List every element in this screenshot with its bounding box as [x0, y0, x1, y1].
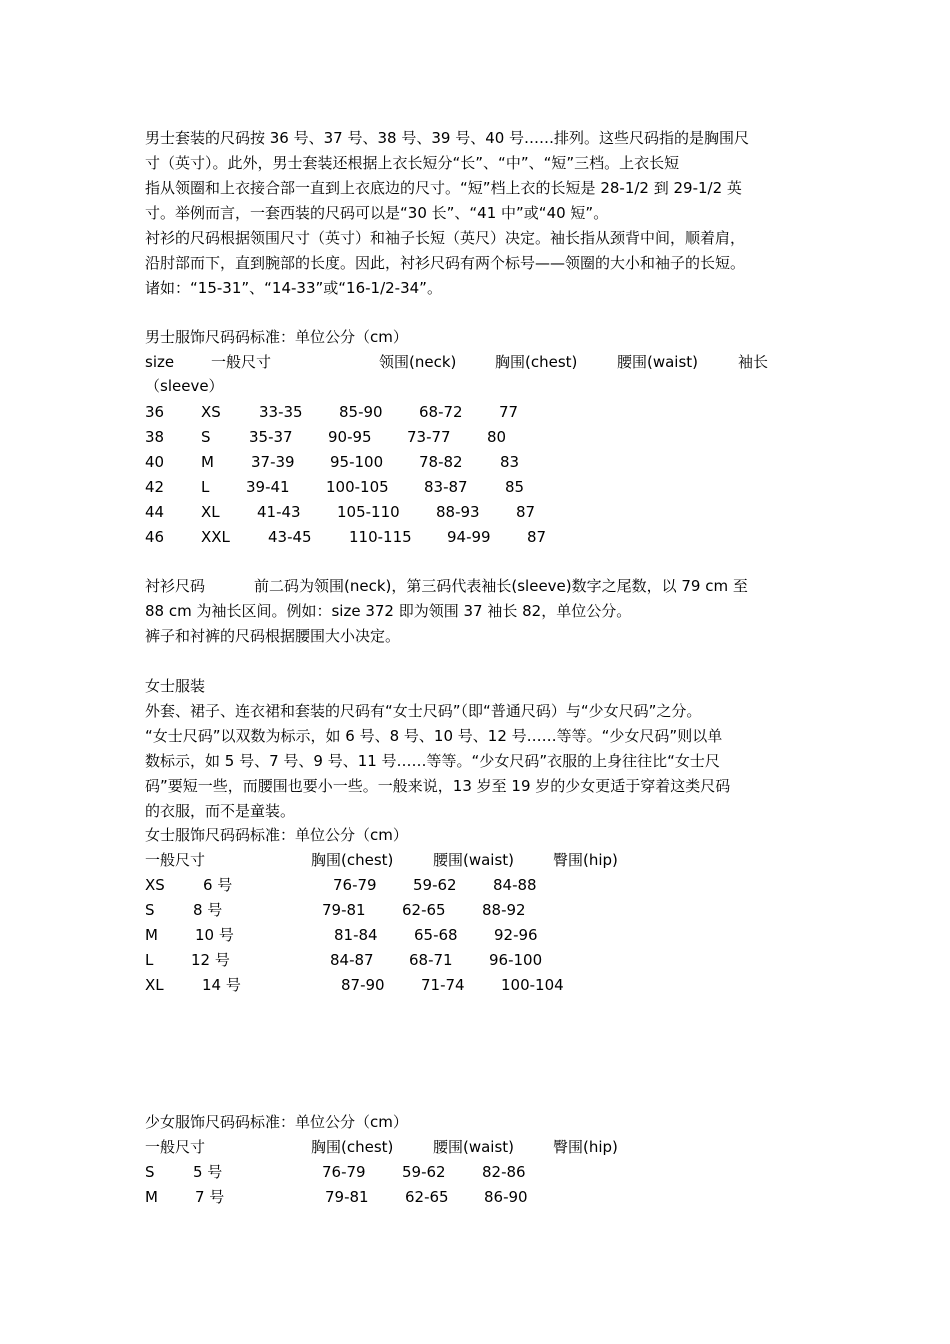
table-cell: 41-43 — [257, 503, 301, 521]
table-cell: 62-65 — [405, 1188, 449, 1206]
table-cell: 71-74 — [421, 976, 465, 994]
table-cell: XS — [201, 403, 221, 421]
table-cell: 62-65 — [402, 901, 446, 919]
table-cell: 85 — [505, 478, 525, 496]
table-cell: 85-90 — [339, 403, 383, 421]
table-cell: 38 — [145, 428, 165, 446]
shirt-notes-text: 88 cm 为袖长区间。例如：size 372 即为领围 37 袖长 82，单位公分。 — [145, 602, 632, 620]
table-cell: 7 号 — [195, 1188, 225, 1206]
table-cell: 73-77 — [407, 428, 451, 446]
table-cell: 76-79 — [322, 1163, 366, 1181]
table-cell: XL — [145, 976, 164, 994]
women-header-cell: 胸围(chest) — [311, 851, 394, 869]
table-cell: XS — [145, 876, 165, 894]
table-cell: 81-84 — [334, 926, 378, 944]
table-cell: 84-88 — [493, 876, 537, 894]
table-cell: 88-93 — [436, 503, 480, 521]
table-cell: 43-45 — [268, 528, 312, 546]
table-cell: 68-71 — [409, 951, 453, 969]
table-cell: L — [145, 951, 154, 969]
junior-header-cell: 腰围(waist) — [433, 1138, 515, 1156]
table-cell: S — [145, 901, 155, 919]
table-cell: 59-62 — [402, 1163, 446, 1181]
table-cell: M — [201, 453, 214, 471]
table-cell: 36 — [145, 403, 165, 421]
table-cell: 100-105 — [326, 478, 389, 496]
table-cell: 100-104 — [501, 976, 564, 994]
women-table-title: 女士服饰尺码码标准：单位公分（cm） — [145, 826, 408, 844]
table-cell: 86-90 — [484, 1188, 528, 1206]
table-cell: XXL — [201, 528, 230, 546]
table-cell: S — [145, 1163, 155, 1181]
table-cell: 105-110 — [337, 503, 400, 521]
table-cell: 44 — [145, 503, 165, 521]
shirt-notes-label: 衬衫尺码 — [145, 577, 206, 595]
women-line: 码”要短一些，而腰围也要小一些。一般来说，13 岁至 19 岁的少女更适于穿着这类尺码 — [145, 777, 731, 795]
men-header-cell: size — [145, 353, 175, 371]
men-header-cell: 腰围(waist) — [617, 353, 699, 371]
table-cell: 110-115 — [349, 528, 412, 546]
shirt-notes-text: 前二码为领围(neck)，第三码代表袖长(sleeve)数字之尾数，以 79 cm 至 — [254, 577, 748, 595]
junior-header-cell: 臀围(hip) — [553, 1138, 618, 1156]
table-cell: 6 号 — [203, 876, 233, 894]
table-cell: 42 — [145, 478, 165, 496]
table-cell: 68-72 — [419, 403, 463, 421]
table-cell: 83 — [500, 453, 520, 471]
table-cell: 87 — [527, 528, 547, 546]
junior-table-title: 少女服饰尺码码标准：单位公分（cm） — [145, 1113, 408, 1131]
men-header-wrap: （sleeve） — [145, 377, 224, 395]
men-header-cell: 胸围(chest) — [495, 353, 578, 371]
women-line: “女士尺码”以双数为标示，如 6 号、8 号、10 号、12 号……等等。“少女尺码”则以单 — [145, 727, 723, 745]
table-cell: 94-99 — [447, 528, 491, 546]
table-cell: 82-86 — [482, 1163, 526, 1181]
table-cell: 5 号 — [193, 1163, 223, 1181]
women-header-cell: 一般尺寸 — [145, 851, 206, 869]
table-cell: M — [145, 1188, 158, 1206]
table-cell: 90-95 — [328, 428, 372, 446]
men-table-title: 男士服饰尺码码标准：单位公分（cm） — [145, 328, 408, 346]
table-cell: 87 — [516, 503, 536, 521]
intro-line: 诸如：“15-31”、“14-33”或“16-1/2-34”。 — [145, 279, 442, 297]
women-heading: 女士服装 — [145, 677, 206, 695]
pants-note: 裤子和衬裤的尺码根据腰围大小决定。 — [145, 627, 401, 645]
table-cell: 96-100 — [489, 951, 543, 969]
men-header-cell: 一般尺寸 — [211, 353, 272, 371]
table-cell: 92-96 — [494, 926, 538, 944]
intro-line: 寸。举例而言，一套西装的尺码可以是“30 长”、“41 中”或“40 短”。 — [145, 204, 609, 222]
table-cell: XL — [201, 503, 220, 521]
table-cell: 33-35 — [259, 403, 303, 421]
women-line: 的衣服，而不是童装。 — [145, 802, 296, 820]
table-cell: 76-79 — [333, 876, 377, 894]
junior-header-cell: 一般尺寸 — [145, 1138, 206, 1156]
table-cell: 95-100 — [330, 453, 384, 471]
table-cell: 14 号 — [202, 976, 241, 994]
table-cell: 40 — [145, 453, 165, 471]
intro-line: 指从领圈和上衣接合部一直到上衣底边的尺寸。“短”档上衣的长短是 28-1/2 到 29-1/2 英 — [145, 179, 742, 197]
table-cell: 35-37 — [249, 428, 293, 446]
table-cell: 77 — [499, 403, 519, 421]
table-cell: 87-90 — [341, 976, 385, 994]
men-header-cell: 袖长 — [738, 353, 769, 371]
table-cell: 39-41 — [246, 478, 290, 496]
table-cell: 84-87 — [330, 951, 374, 969]
table-cell: 65-68 — [414, 926, 458, 944]
table-cell: L — [201, 478, 210, 496]
women-line: 数标示，如 5 号、7 号、9 号、11 号……等等。“少女尺码”衣服的上身往往比“女士尺 — [145, 752, 720, 770]
table-cell: 78-82 — [419, 453, 463, 471]
table-cell: 37-39 — [251, 453, 295, 471]
table-cell: 79-81 — [325, 1188, 369, 1206]
table-cell: 12 号 — [191, 951, 230, 969]
women-header-cell: 臀围(hip) — [553, 851, 618, 869]
men-header-cell: 领围(neck) — [379, 353, 457, 371]
women-line: 外套、裙子、连衣裙和套装的尺码有“女士尺码”（即“普通尺码）与“少女尺码”之分。 — [145, 702, 702, 720]
intro-line: 男士套装的尺码按 36 号、37 号、38 号、39 号、40 号……排列。这些尺码指的是胸围尺 — [145, 129, 750, 147]
intro-line: 寸（英寸）。此外，男士套装还根据上衣长短分“长”、“中”、“短”三档。上衣长短 — [145, 154, 680, 172]
table-cell: 46 — [145, 528, 165, 546]
intro-line: 衬衫的尺码根据领围尺寸（英寸）和袖子长短（英尺）决定。袖长指从颈背中间，顺着肩， — [145, 229, 746, 247]
table-cell: 8 号 — [193, 901, 223, 919]
table-cell: 88-92 — [482, 901, 526, 919]
table-cell: 10 号 — [195, 926, 234, 944]
women-header-cell: 腰围(waist) — [433, 851, 515, 869]
table-cell: M — [145, 926, 158, 944]
table-cell: 59-62 — [413, 876, 457, 894]
table-cell: 79-81 — [322, 901, 366, 919]
table-cell: 80 — [487, 428, 507, 446]
intro-line: 沿肘部而下，直到腕部的长度。因此，衬衫尺码有两个标号——领圈的大小和袖子的长短。 — [145, 254, 746, 272]
junior-header-cell: 胸围(chest) — [311, 1138, 394, 1156]
table-cell: S — [201, 428, 211, 446]
table-cell: 83-87 — [424, 478, 468, 496]
